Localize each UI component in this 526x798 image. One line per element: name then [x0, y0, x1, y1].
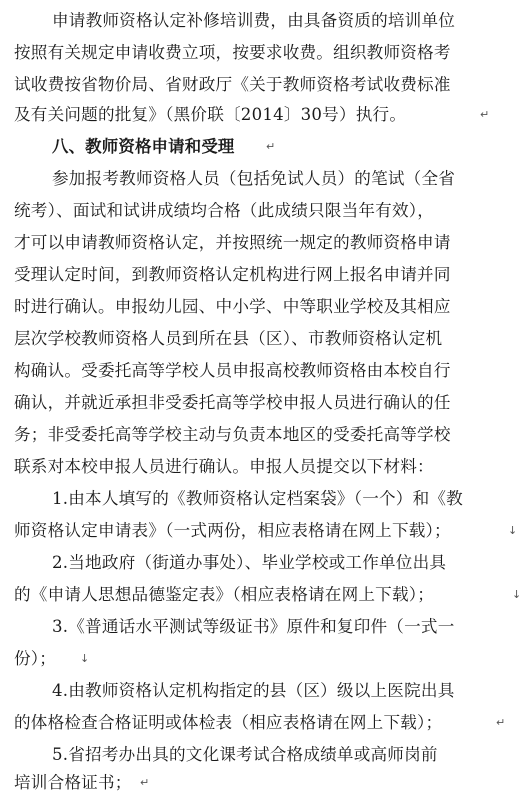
paragraph-2-line-8: 确认，并就近承担非受委托高等学校申报人员进行确认的任: [14, 393, 451, 412]
item-4-line-2: 的体格检查合格证明或体检表（相应表格请在网上下载）；: [14, 713, 443, 732]
paragraph-2-line-3: 才可以申请教师资格认定，并按照统一规定的教师资格申请: [14, 233, 451, 252]
item-4-line-1: 4.由教师资格认定机构指定的县（区）级以上医院出具: [52, 681, 455, 700]
paragraph-mark-icon: ↵: [140, 776, 150, 789]
paragraph-mark-icon: ↓: [512, 588, 522, 601]
item-1-line-2: 师资格认定申请表》（一式两份，相应表格请在网上下载）；: [14, 521, 451, 540]
paragraph-2-line-1: 参加报考教师资格人员（包括免试人员）的笔试（全省: [52, 169, 456, 188]
paragraph-mark-icon: ↓: [508, 524, 518, 537]
item-1-line-1: 1.由本人填写的《教师资格认定档案袋》（一个）和《教: [52, 489, 463, 508]
paragraph-2-line-4: 受理认定时间，到教师资格认定机构进行网上报名申请并同: [14, 265, 451, 284]
paragraph-2-line-5: 时进行确认。申报幼儿园、中小学、中等职业学校及其相应: [14, 297, 451, 316]
paragraph-2-line-9: 务；非受委托高等学校主动与负责本地区的受委托高等学校: [14, 425, 451, 444]
paragraph-2-line-6: 层次学校教师资格人员到所在县（区）、市教师资格认定机: [14, 329, 443, 348]
item-5-line-1: 5.省招考办出具的文化课考试合格成绩单或高师岗前: [52, 745, 438, 764]
section-heading: 八、教师资格申请和受理: [52, 137, 235, 156]
paragraph-1-line-2: 按照有关规定申请收费立项，按要求收费。组织教师资格考: [14, 43, 451, 62]
paragraph-2-line-10: 联系对本校申报人员进行确认。申报人员提交以下材料：: [14, 457, 434, 476]
item-2-line-2: 的《申请人思想品德鉴定表》（相应表格请在网上下载）；: [14, 585, 435, 604]
paragraph-1-line-4: 及有关问题的批复》（黑价联〔2014〕30号）执行。: [14, 105, 407, 124]
item-5-line-2: 培训合格证书；: [14, 773, 132, 792]
paragraph-mark-icon: ↵: [496, 716, 506, 729]
paragraph-mark-icon: ↓: [80, 652, 90, 665]
paragraph-1-line-3: 试收费按省物价局、省财政厅《关于教师资格考试收费标准: [14, 75, 451, 94]
paragraph-2-line-7: 构确认。受委托高等学校人员申报高校教师资格由本校自行: [14, 361, 451, 380]
item-3-line-2: 份）；: [14, 649, 57, 668]
item-3-line-1: 3.《普通话水平测试等级证书》原件和复印件（一式一: [52, 617, 455, 636]
paragraph-mark-icon: ↵: [266, 140, 276, 153]
item-2-line-1: 2.当地政府（街道办事处）、毕业学校或工作单位出具: [52, 553, 447, 572]
paragraph-2-line-2: 统考）、面试和试讲成绩均合格（此成绩只限当年有效），: [14, 201, 435, 220]
paragraph-mark-icon: ↵: [480, 108, 490, 121]
paragraph-1-line-1: 申请教师资格认定补修培训费，由具备资质的培训单位: [52, 11, 456, 30]
